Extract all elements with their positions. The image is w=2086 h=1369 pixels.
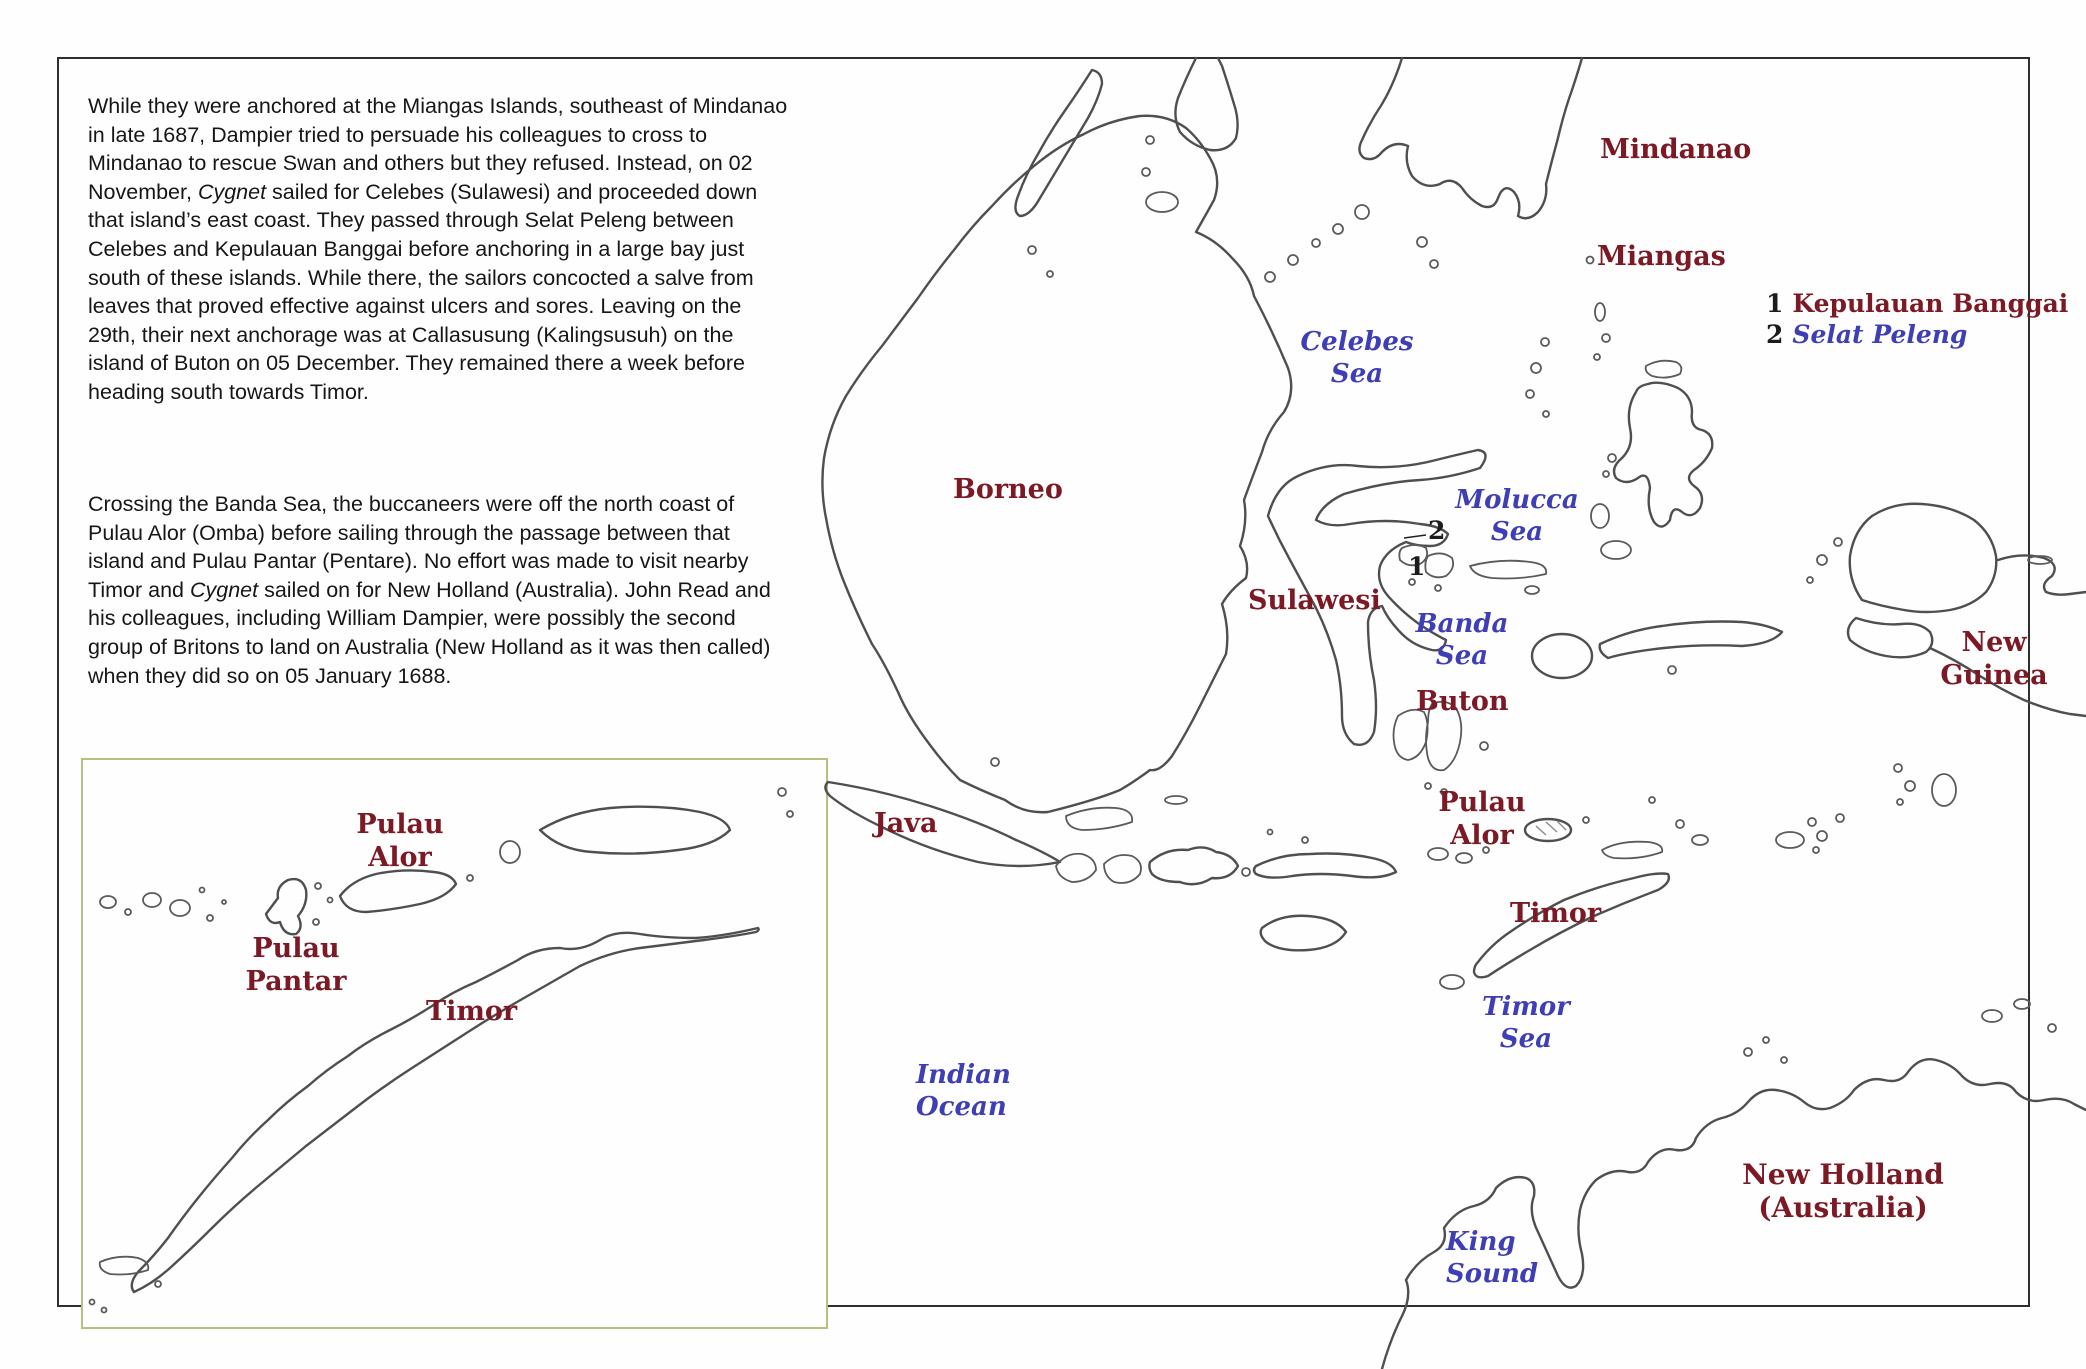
islet [1817, 831, 1827, 841]
islet [1817, 555, 1827, 565]
islet [125, 909, 131, 915]
map-legend [1766, 288, 2068, 350]
label-miangas: Miangas [1597, 241, 1726, 272]
coastline-sumbawa [1149, 847, 1238, 884]
coastline-ambon [1668, 666, 1676, 674]
islet [1776, 832, 1804, 848]
islet [1417, 237, 1427, 247]
ship-name-cygnet: Cygnet [189, 577, 259, 602]
label-sulawesi: Sulawesi [1248, 585, 1381, 616]
islet [1649, 797, 1655, 803]
label-indian-ocean [916, 1059, 1011, 1123]
coastline-muna [1394, 710, 1428, 760]
para1-text: While they were anchored at the Miangas Islands, southeast of Mindanao in late 1687, Dampier tried to persuade his colleagues to cross to Mindanao to rescue Swan and others but they refused. Instead, on 02 November, [88, 94, 788, 204]
islet [1808, 818, 1816, 826]
label-pulau-pantar-inset-line1: Pulau [252, 933, 340, 964]
coastline-bomberai [1848, 618, 1932, 657]
islet [1047, 271, 1053, 277]
coastline-wetar-main [1602, 842, 1662, 859]
label-buton: Buton [1416, 686, 1509, 717]
islet [102, 1308, 107, 1313]
islet [2048, 1024, 2056, 1032]
label-pulau-alor-line1: Pulau [1438, 787, 1526, 818]
label-pulau-alor-line2: Alor [1450, 820, 1514, 851]
islet [1526, 390, 1534, 398]
islet [1288, 255, 1298, 265]
islet [222, 900, 226, 904]
coastline-obi [1601, 541, 1631, 559]
islet [1781, 1057, 1787, 1063]
coastline-jolo [1146, 192, 1178, 212]
islet [1982, 1010, 2002, 1022]
para1-text-cont: sailed for Celebes (Sulawesi) and proceeded down that island’s east coast. They passed through Selat Peleng between Celebes and Kepulauan Banggai before anchoring in a large bay just south of these islands. While there, the sailors concocted a salve from leaves that proved effective against ulcers and sores. Leaving on the 29th, their next anchorage was at Callasusung (Kalingsusuh) on the island of Buton on 05 December. They remained there a week before heading south towards Timor. [88, 179, 758, 404]
islet [778, 788, 786, 796]
coastline-sula [1470, 561, 1546, 579]
islet [1268, 830, 1273, 835]
label-new-guinea [1940, 626, 2047, 692]
legend-item-selat-peleng [1766, 319, 2068, 350]
islet [1333, 224, 1343, 234]
islet [1142, 168, 1150, 176]
coastline-australia [1382, 1059, 2086, 1369]
legend-label-kepulauan-banggai: Kepulauan Banggai [1792, 289, 2069, 318]
islet [1480, 742, 1488, 750]
coastline-birds-head [1850, 504, 1997, 612]
islet [90, 1300, 95, 1305]
legend-number-2: 2 [1766, 320, 1784, 349]
alor-hatching [1536, 821, 1566, 835]
label-celebes-sea-line1: Celebes [1300, 327, 1414, 357]
islet [1602, 334, 1610, 342]
label-new-holland-line1: New Holland [1742, 1158, 1944, 1191]
islet [328, 898, 333, 903]
islet [1430, 260, 1438, 268]
islet [200, 888, 205, 893]
coastline-flores [1254, 854, 1396, 878]
islet [1541, 338, 1549, 346]
coastline-aru [1932, 774, 1956, 806]
marker-kepulauan-banggai-1: 1 [1408, 552, 1426, 581]
islet [155, 1281, 161, 1287]
islet [207, 915, 213, 921]
label-timor-sea [1482, 991, 1570, 1055]
islet [1595, 303, 1605, 321]
label-pulau-pantar-inset-line2: Pantar [245, 966, 347, 997]
islet [170, 900, 190, 916]
legend-number-1: 1 [1766, 289, 1784, 318]
islet [1312, 239, 1320, 247]
coastline-mindanao [1359, 58, 1582, 218]
label-pulau-pantar-inset [246, 932, 347, 998]
label-celebes-sea-line2: Sea [1330, 359, 1384, 389]
label-pulau-alor-inset [356, 808, 443, 874]
coastline-wetar-inset [540, 807, 730, 854]
islet [315, 883, 321, 889]
coastline-pantar-main [1456, 853, 1472, 863]
islet [1531, 363, 1541, 373]
label-mindanao: Mindanao [1600, 134, 1752, 165]
islet [1894, 764, 1902, 772]
islet [1525, 586, 1539, 594]
coastline-java [825, 782, 1060, 866]
islet [991, 758, 999, 766]
ship-name-cygnet: Cygnet [197, 179, 267, 204]
label-king-sound-line2: Sound [1446, 1259, 1539, 1289]
islet [1594, 354, 1600, 360]
islet [1425, 783, 1431, 789]
coastline-sawu-inset [100, 1257, 149, 1275]
islet [1834, 538, 1842, 546]
label-java: Java [874, 808, 938, 839]
label-timor-inset: Timor [426, 996, 518, 1027]
label-molucca-sea-line1: Molucca [1455, 485, 1579, 515]
islet [1242, 868, 1250, 876]
coastline-pantar-inset [266, 879, 306, 934]
islet [1692, 835, 1708, 845]
legend-label-selat-peleng: Selat Peleng [1792, 320, 1968, 349]
islet [1603, 471, 1609, 477]
label-new-guinea-line1: New [1961, 627, 2027, 658]
label-pulau-alor-main [1438, 786, 1525, 852]
label-molucca-sea [1455, 484, 1578, 548]
islet [1763, 1037, 1769, 1043]
label-celebes-sea [1300, 326, 1413, 390]
coastline-new-guinea-north [1998, 555, 2086, 594]
coastline-morotai [1646, 361, 1682, 378]
coastline-alor-main [1525, 819, 1571, 841]
islet [787, 811, 793, 817]
islet [1165, 796, 1187, 804]
label-new-holland [1742, 1158, 1944, 1224]
label-banda-sea-line1: Banda [1415, 609, 1509, 639]
coastline-lombok [1104, 855, 1141, 883]
islet [1543, 411, 1549, 417]
coastline-bali [1056, 854, 1096, 882]
label-king-sound-line1: King [1446, 1227, 1516, 1257]
islet [1897, 799, 1903, 805]
islet [313, 919, 319, 925]
coastline-atauro-inset [500, 841, 520, 863]
islet [1302, 837, 1308, 843]
islet [1146, 136, 1154, 144]
label-pulau-alor-inset-line2: Alor [368, 842, 432, 873]
label-banda-sea [1416, 608, 1509, 672]
coastline-bacan [1591, 504, 1609, 528]
coastline-halmahera [1614, 383, 1712, 527]
islet [1807, 577, 1813, 583]
label-new-holland-line2: (Australia) [1758, 1191, 1928, 1224]
label-borneo: Borneo [953, 474, 1063, 505]
coastline-rote [1440, 975, 1464, 989]
islet [1435, 585, 1441, 591]
label-timor-main: Timor [1510, 898, 1602, 929]
islet [1905, 781, 1915, 791]
coastline-timor-inset [132, 928, 759, 1292]
coastline-seram [1600, 622, 1782, 659]
islet [1836, 814, 1844, 822]
coastline-north-sliver [1175, 58, 1237, 150]
islet [2014, 999, 2030, 1009]
islet [1265, 272, 1275, 282]
legend-item-kepulauan-banggai [1766, 288, 2068, 319]
coastline-sumba [1261, 916, 1346, 951]
label-new-guinea-line2: Guinea [1940, 660, 2048, 691]
islet [1676, 820, 1684, 828]
coastline-basilan [1355, 205, 1369, 219]
selat-peleng-leader-line [1404, 535, 1426, 538]
coastline-alor-inset [340, 870, 456, 912]
para2-text: Crossing the Banda Sea, the buccaneers were off the north coast of Pulau Alor (Omba) before sailing through the passage between that island and Pulau Pantar (Pentare). No effort was made to visit nearby Timor and [88, 492, 749, 602]
voyage-description-paragraph-2 [88, 490, 790, 690]
islet [143, 893, 161, 907]
coastline-miangas [1587, 257, 1594, 264]
coastline-borneo [822, 116, 1291, 813]
marker-selat-peleng-2: 2 [1428, 516, 1446, 545]
label-timor-sea-line2: Sea [1499, 1024, 1553, 1054]
label-indian-ocean-line1: Indian [916, 1060, 1011, 1090]
islet [467, 875, 473, 881]
para2-text-cont: sailed on for New Holland (Australia). John Read and his colleagues, including William Dampier, were possibly the second group of Britons to land on Australia (New Holland as it was then called) when they did so on 05 January 1688. [88, 577, 771, 688]
label-banda-sea-line2: Sea [1435, 641, 1489, 671]
label-pulau-alor-inset-line1: Pulau [356, 809, 444, 840]
voyage-description-paragraph-1 [88, 92, 790, 407]
coastline-banggai [1425, 553, 1453, 577]
label-king-sound [1446, 1226, 1538, 1290]
islet [1744, 1048, 1752, 1056]
islet [1028, 246, 1036, 254]
coastline-madura [1066, 808, 1132, 830]
coastline-buru [1532, 634, 1592, 678]
islet [100, 896, 116, 908]
islet [1813, 847, 1819, 853]
islet [1608, 454, 1616, 462]
islet [1583, 817, 1589, 823]
label-indian-ocean-line2: Ocean [916, 1092, 1007, 1122]
label-molucca-sea-line2: Sea [1490, 517, 1544, 547]
coastline-palawan [1015, 70, 1102, 216]
label-timor-sea-line1: Timor [1482, 992, 1570, 1022]
